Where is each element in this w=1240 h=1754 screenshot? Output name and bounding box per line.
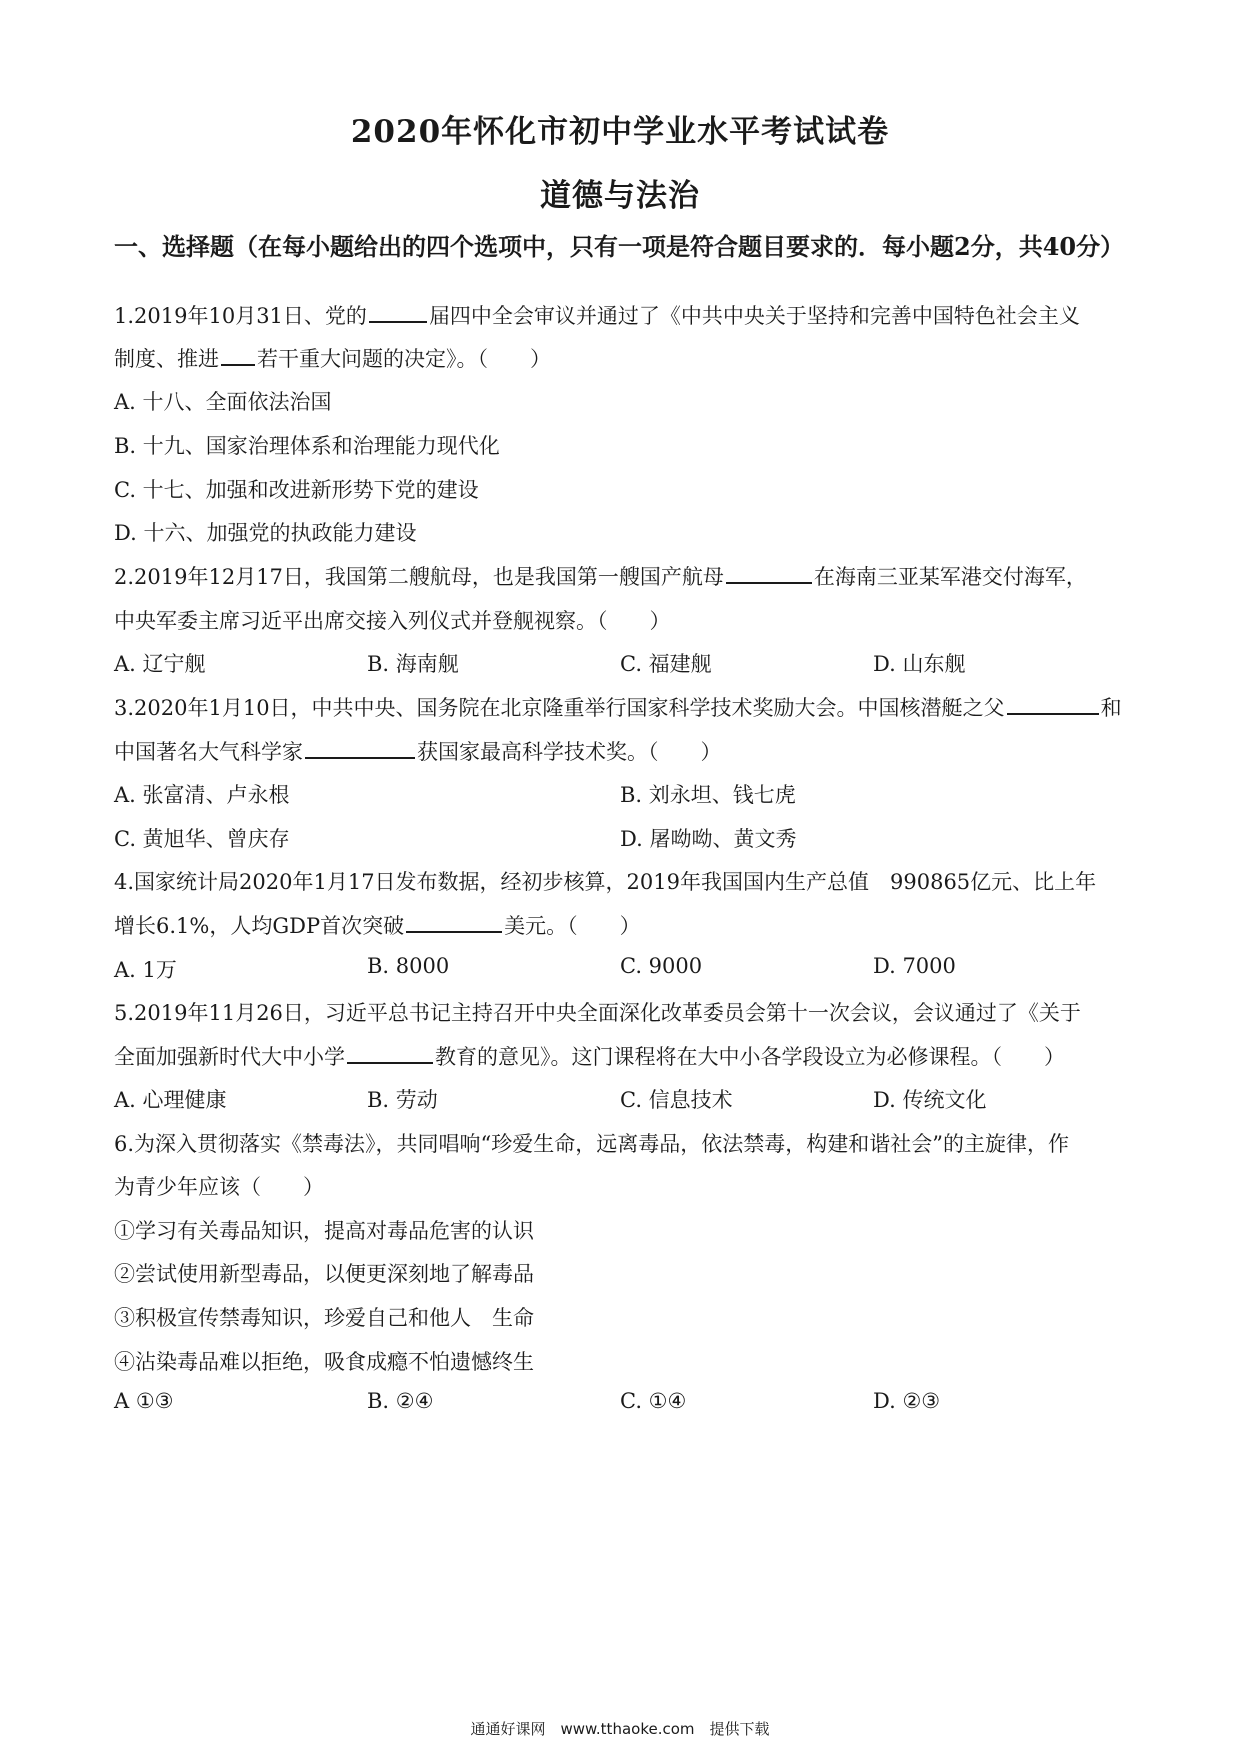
q4-line-1: 4.国家统计局2020年1月17日发布数据，经初步核算，2019年我国国内生产总值 990865亿元、比上年 <box>114 870 1097 894</box>
answer-blank <box>347 1042 433 1064</box>
q5-option-b: B. 劳动 <box>367 1088 438 1112</box>
answer-blank <box>305 737 415 759</box>
q3-line-2 <box>114 736 722 766</box>
q4-text-b: 美元。（ ） <box>504 914 641 938</box>
answer-blank <box>406 911 502 933</box>
q1-text-b: 届四中全会审议并通过了《中共中央关于坚持和完善中国特色社会主义 <box>428 304 1080 328</box>
q2-text-a: 2.2019年12月17日，我国第二艘航母，也是我国第一艘国产航母 <box>114 565 724 589</box>
q6-item-1: ①学习有关毒品知识，提高对毒品危害的认识 <box>114 1219 534 1243</box>
q3-option-b: B. 刘永坦、钱七虎 <box>620 783 796 807</box>
q4-option-c: C. 9000 <box>620 954 703 978</box>
q3-text-a: 3.2020年1月10日，中共中央、国务院在北京隆重举行国家科学技术奖励大会。中国核潜艇之父 <box>114 696 1005 720</box>
q4-line-2 <box>114 910 641 940</box>
q2-option-a: A. 辽宁舰 <box>114 652 206 676</box>
q2-line-1 <box>114 561 1087 591</box>
q5-option-a: A. 心理健康 <box>114 1088 227 1112</box>
q1-option-a: A. 十八、全面依法治国 <box>114 390 332 414</box>
q1-option-c: C. 十七、加强和改进新形势下党的建设 <box>114 478 479 502</box>
q6-item-4: ④沾染毒品难以拒绝，吸食成瘾不怕遗憾终生 <box>114 1350 534 1374</box>
q3-text-b: 和 <box>1100 696 1122 720</box>
q4-option-b: B. 8000 <box>367 954 450 978</box>
answer-blank <box>726 562 812 584</box>
q2-text-b: 在海南三亚某军港交付海军， <box>813 565 1087 589</box>
q2-option-c: C. 福建舰 <box>620 652 712 676</box>
q1-option-b: B. 十九、国家治理体系和治理能力现代化 <box>114 434 500 458</box>
q6-option-d: D. ②③ <box>873 1389 941 1413</box>
q6-option-a: A ①③ <box>114 1389 174 1413</box>
q1-text-c: 制度、推进 <box>114 347 219 371</box>
q6-option-c: C. ①④ <box>620 1389 687 1413</box>
q6-line-1: 6.为深入贯彻落实《禁毒法》，共同唱响“珍爱生命，远离毒品，依法禁毒，构建和谐社会”的主旋律，作 <box>114 1132 1070 1156</box>
q2-option-d: D. 山东舰 <box>873 652 966 676</box>
section-header: 一、选择题（在每小题给出的四个选项中，只有一项是符合题目要求的．每小题2分，共40分） <box>114 232 1125 261</box>
q3-line-1 <box>114 692 1122 722</box>
answer-blank <box>1007 693 1099 715</box>
q4-option-a: A. 1万 <box>114 958 177 982</box>
q5-text-b: 教育的意见》。这门课程将在大中小各学段设立为必修课程。（ ） <box>435 1045 1065 1069</box>
q5-option-d: D. 传统文化 <box>873 1088 987 1112</box>
answer-blank <box>221 344 255 366</box>
q2-line-2: 中央军委主席习近平出席交接入列仪式并登舰视察。（ ） <box>114 609 671 633</box>
q1-text-a: 1.2019年10月31日、党的 <box>114 304 367 328</box>
q6-line-2: 为青少年应该（ ） <box>114 1175 324 1199</box>
exam-title: 2020年怀化市初中学业水平考试试卷 <box>350 114 890 150</box>
q1-line-1 <box>114 300 1080 330</box>
q5-line-1: 5.2019年11月26日，习近平总书记主持召开中央全面深化改革委员会第十一次会议，会议通过了《关于 <box>114 1001 1081 1025</box>
q6-item-2: ②尝试使用新型毒品，以便更深刻地了解毒品 <box>114 1262 534 1286</box>
q5-line-2 <box>114 1041 1065 1071</box>
q3-option-a: A. 张富清、卢永根 <box>114 783 290 807</box>
q3-option-c: C. 黄旭华、曾庆存 <box>114 827 290 851</box>
q1-text-d: 若干重大问题的决定》。（ ） <box>257 347 551 371</box>
q6-item-3: ③积极宣传禁毒知识，珍爱自己和他人 生命 <box>114 1306 534 1330</box>
q4-option-d: D. 7000 <box>873 954 956 978</box>
subject-title: 道德与法治 <box>540 178 700 214</box>
q6-option-b: B. ②④ <box>367 1389 434 1413</box>
q5-option-c: C. 信息技术 <box>620 1088 733 1112</box>
q1-option-d: D. 十六、加强党的执政能力建设 <box>114 521 417 545</box>
q2-option-b: B. 海南舰 <box>367 652 459 676</box>
answer-blank <box>369 301 427 323</box>
q1-line-2 <box>114 343 551 373</box>
q3-option-d: D. 屠呦呦、黄文秀 <box>620 827 797 851</box>
footer-watermark: 通通好课网 www.tthaoke.com 提供下载 <box>470 1720 770 1738</box>
q3-text-c: 中国著名大气科学家 <box>114 740 303 764</box>
q3-text-d: 获国家最高科学技术奖。（ ） <box>417 740 722 764</box>
q5-text-a: 全面加强新时代大中小学 <box>114 1045 345 1069</box>
q4-text-a: 增长6.1%，人均GDP首次突破 <box>114 914 405 938</box>
